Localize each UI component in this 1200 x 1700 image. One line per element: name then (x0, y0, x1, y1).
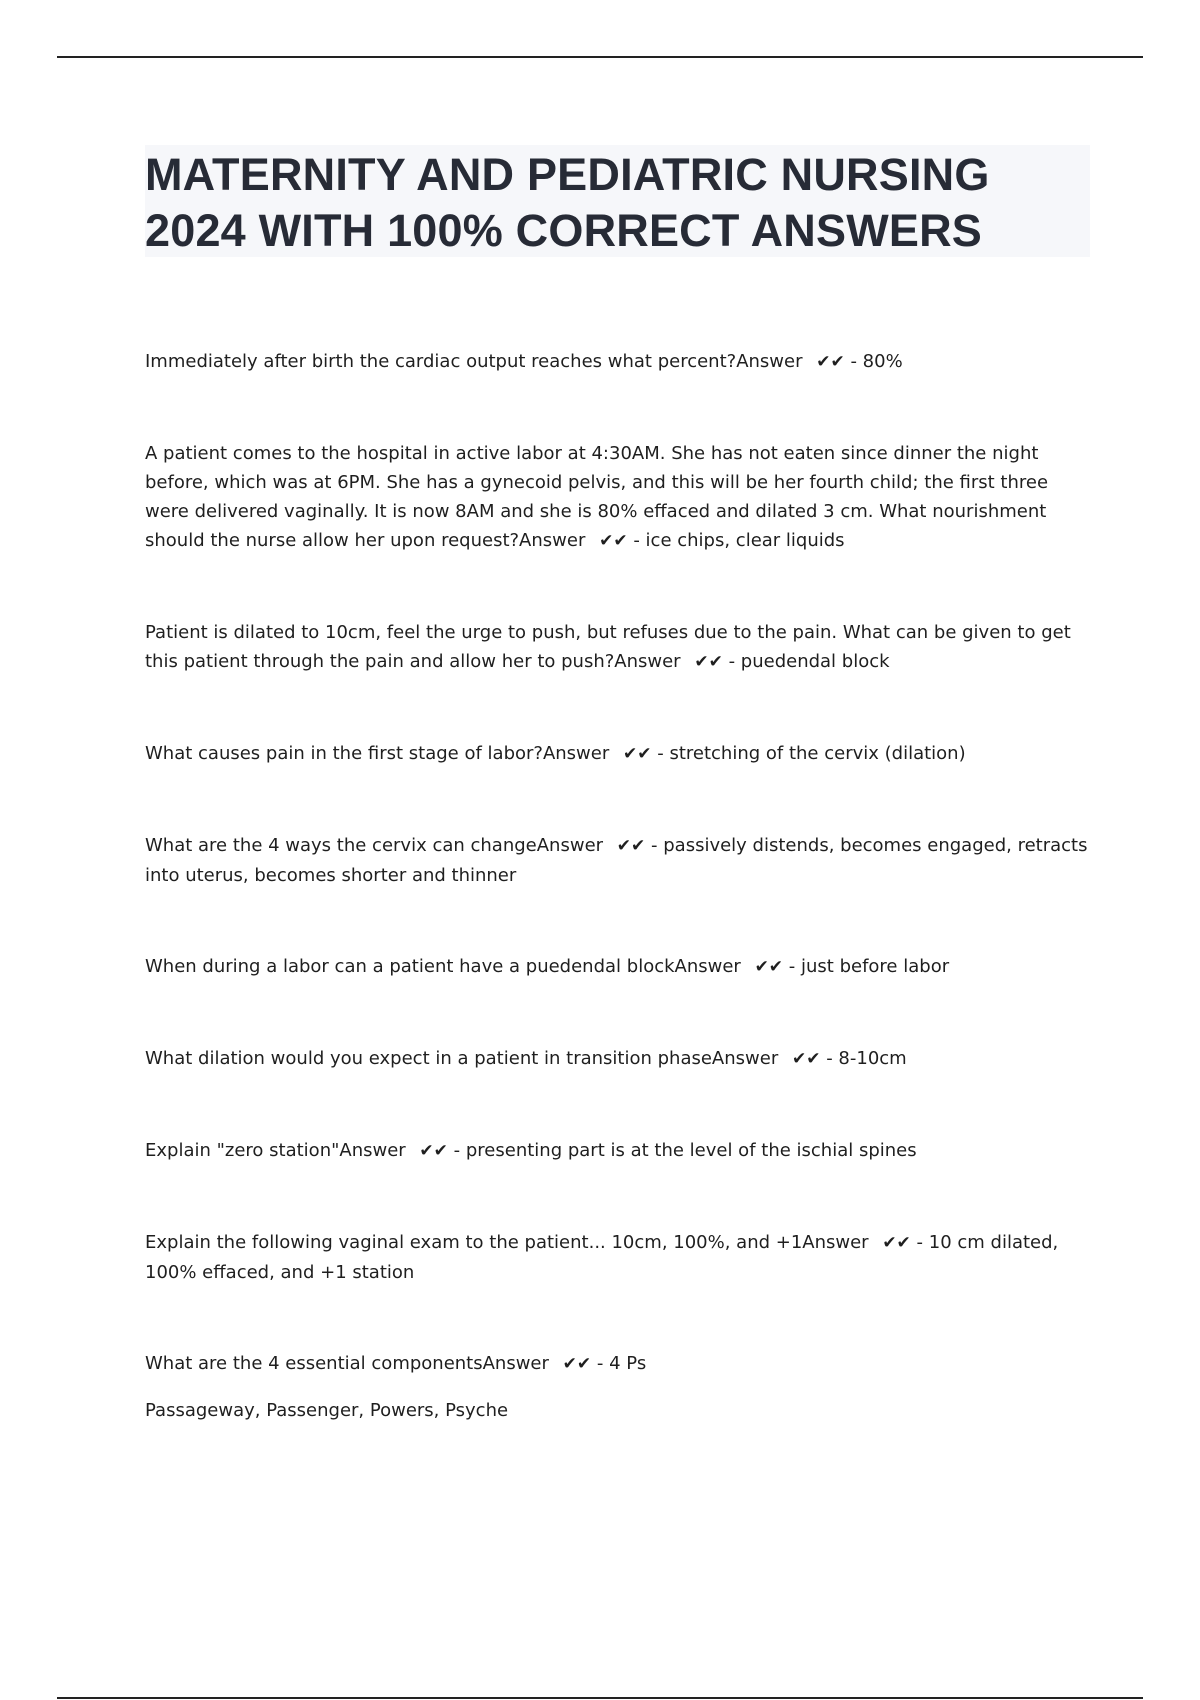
question-text: What causes pain in the first stage of labor?Answer (145, 743, 610, 764)
question-text: What are the 4 ways the cervix can changeAnswer (145, 835, 604, 856)
check-marks-icon: ✔✔ (694, 652, 723, 672)
check-marks-icon: ✔✔ (599, 531, 628, 551)
check-marks-icon: ✔✔ (791, 1049, 821, 1069)
bottom-rule (57, 1697, 1143, 1699)
check-marks-icon: ✔✔ (616, 836, 646, 856)
title-line-2: 2024 WITH 100% CORRECT ANSWERS (145, 205, 983, 256)
question-text: Explain "zero station"Answer (145, 1140, 406, 1161)
qa-item (145, 1044, 1090, 1074)
answer-text: - passively distends, becomes engaged, retracts into uterus, becomes shorter and thinner (145, 835, 1088, 886)
check-marks-icon: ✔✔ (623, 744, 652, 764)
answer-text: - 4 Ps (596, 1353, 647, 1374)
top-rule (57, 56, 1143, 58)
qa-item (145, 347, 1090, 377)
check-marks-icon: ✔✔ (754, 957, 784, 977)
page-title (145, 145, 1090, 257)
question-text: What are the 4 essential componentsAnswer (145, 1353, 549, 1374)
question-text: When during a labor can a patient have a puedendal blockAnswer (145, 956, 741, 977)
qa-item (145, 618, 1090, 677)
answer-text: - just before labor (788, 956, 950, 977)
check-marks-icon: ✔✔ (816, 352, 845, 372)
qa-item (145, 831, 1090, 890)
answer-continuation: Passageway, Passenger, Powers, Psyche (145, 1400, 509, 1421)
qa-item (145, 439, 1090, 556)
answer-text: - 10 cm dilated, 100% effaced, and +1 station (145, 1232, 1059, 1283)
question-text: A patient comes to the hospital in active labor at 4:30AM. She has not eaten since dinner the night before, which was at 6PM. She has a gynecoid pelvis, and this will be her fourth child; the first three were delivered vaginally. It is now 8AM and she is 80% effaced and dilated 3 cm. What nourishment should the nurse allow her upon request?Answer (145, 443, 1049, 551)
check-marks-icon: ✔✔ (562, 1354, 592, 1374)
question-text: Explain the following vaginal exam to the patient... 10cm, 100%, and +1Answer (145, 1232, 869, 1253)
question-text: Immediately after birth the cardiac output reaches what percent?Answer (145, 351, 803, 372)
qa-item (145, 1136, 1090, 1166)
qa-item (145, 739, 1090, 769)
answer-text: - 8-10cm (826, 1048, 907, 1069)
check-marks-icon: ✔✔ (882, 1233, 911, 1253)
qa-item (145, 1228, 1090, 1287)
qa-list (145, 347, 1090, 1425)
answer-text: - puedendal block (728, 651, 890, 672)
answer-text: - stretching of the cervix (dilation) (657, 743, 966, 764)
answer-text: - presenting part is at the level of the ischial spines (453, 1140, 917, 1161)
title-line-1: MATERNITY AND PEDIATRIC NURSING (145, 149, 990, 200)
question-text: Patient is dilated to 10cm, feel the urge to push, but refuses due to the pain. What can be given to get this patient through the pain and allow her to push?Answer (145, 622, 1071, 672)
question-text: What dilation would you expect in a patient in transition phaseAnswer (145, 1048, 779, 1069)
qa-item (145, 952, 1090, 982)
answer-text: - ice chips, clear liquids (633, 530, 845, 551)
check-marks-icon: ✔✔ (419, 1141, 448, 1161)
answer-text: - 80% (850, 351, 903, 372)
qa-item (145, 1349, 1090, 1379)
